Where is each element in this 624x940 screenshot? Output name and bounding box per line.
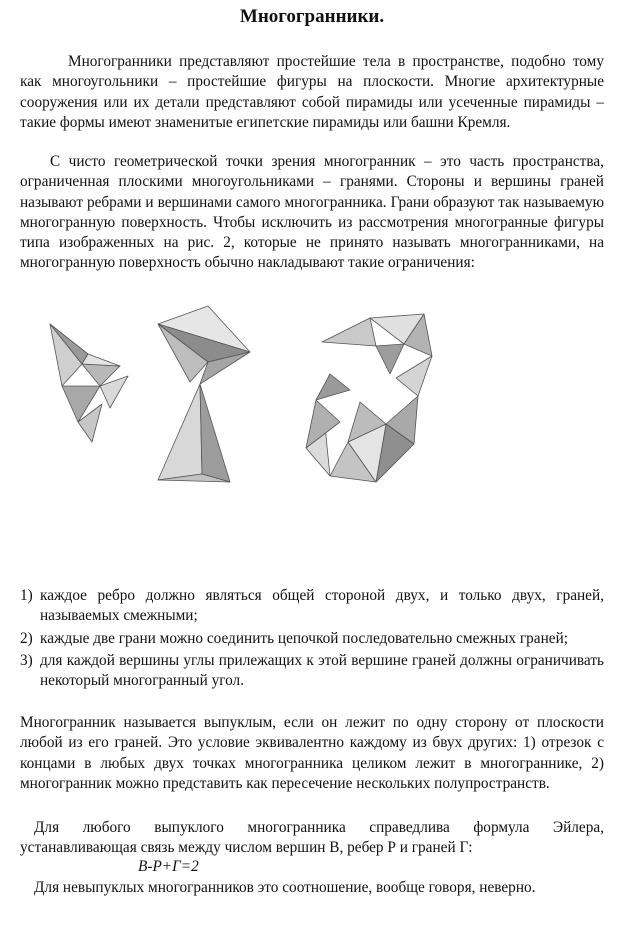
list-item: [20, 629, 604, 649]
list-item-number: 1): [20, 587, 33, 604]
conditions-list: [20, 586, 604, 693]
euler-paragraph: Для любого выпуклого многогранника справедлива формула Эйлера, устанавливающая связь между числом вершин В, ребер Р и граней Г:: [20, 819, 604, 857]
figure-shape-left: [50, 324, 128, 442]
list-item: [20, 586, 604, 627]
page-title: Многогранники.: [239, 6, 385, 27]
list-item-text: каждые две грани можно соединить цепочкой последовательно смежных граней;: [40, 629, 569, 647]
nonconvex-paragraph: Для невыпуклых многогранников это соотношение, вообще говоря, неверно.: [34, 879, 536, 896]
list-item-text: каждое ребро должно являться общей стороной двух, и только двух, граней, называемых смежными;: [40, 587, 604, 625]
figure-shape-middle: [158, 306, 250, 482]
figure-shape-right: [306, 314, 432, 482]
list-item-text: для каждой вершины углы прилежащих к этой вершине граней должны ограничивать некоторый многогранный угол.: [40, 651, 604, 690]
figure-2-polyhedral-shapes: [30, 304, 450, 514]
list-item: [20, 651, 604, 692]
list-item-number: 2): [20, 629, 33, 647]
euler-formula: В-Р+Г=2: [138, 858, 199, 875]
intro-paragraph: Многогранники представляют простейшие тела в пространстве, подобно тому как многоугольники – простейшие фигуры на плоскости. Многие архитектурные сооружения или их детали представляют собой пирамиды или усеченные пирамиды – такие формы имеют знаменитые египетские пирамиды или башни Кремля.: [20, 53, 604, 131]
definition-paragraph: С чисто геометрической точки зрения многогранник – это часть пространства, ограниченная плоскими многоугольниками – гранями. Стороны и вершины граней называют ребрами и вершинами самого многогранника. Грани образуют так называемую многогранную поверхность. Чтобы исключить из рассмотрения многогранные фигуры типа изображенных на рис. 2, которые не принято называть многогранниками, на многогранную поверхность обычно накладывают такие ограничения:: [20, 153, 604, 272]
convex-paragraph: Многогранник называется выпуклым, если он лежит по одну сторону от плоскости любой из его граней. Это условие эквивалентно каждому из бвух других: 1) отрезок с концами в любых двух точках многогранника целиком лежит в многограннике, 2) многогранник можно представить как пересечение нескольких полупространств.: [20, 714, 604, 792]
list-item-number: 3): [20, 651, 33, 669]
